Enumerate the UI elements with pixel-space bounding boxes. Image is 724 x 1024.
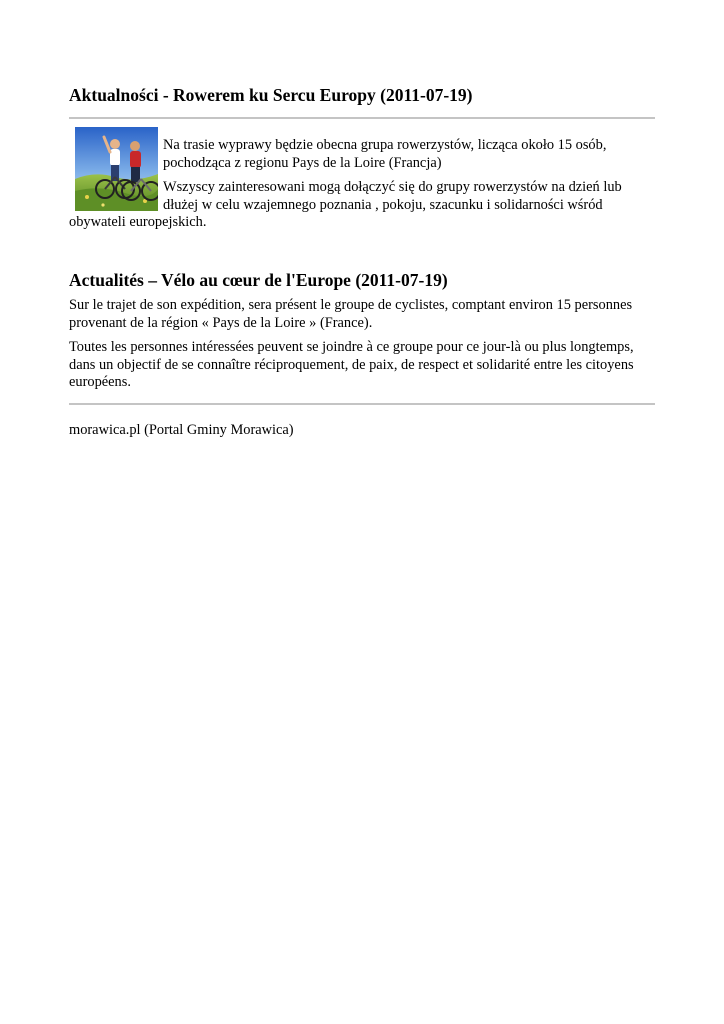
polish-paragraph-1: Na trasie wyprawy będzie obecna grupa rowerzystów, licząca około 15 osób, pochodząca z regionu Pays de la Loire (Francja) bbox=[163, 137, 607, 171]
top-divider bbox=[69, 117, 655, 119]
article-title-french: Actualités – Vélo au cœur de l'Europe (2011-07-19) bbox=[69, 270, 448, 290]
polish-paragraph-2: Wszyscy zainteresowani mogą dołączyć się do grupy rowerzystów na dzień lub dłużej w celu wzajemnego poznania , pokoju, szacunku i solidarności wśród obywateli europejskich. bbox=[69, 179, 622, 230]
french-paragraph-1: Sur le trajet de son expédition, sera présent le groupe de cyclistes, comptant environ 15 personnes provenant de la région « Pays de la Loire » (France). bbox=[69, 297, 633, 331]
cyclists-photo bbox=[75, 127, 158, 211]
french-body bbox=[69, 297, 655, 399]
polish-body bbox=[69, 124, 655, 239]
french-paragraph-2: Toutes les personnes intéressées peuvent se joindre à ce groupe pour ce jour-là ou plus longtemps, dans un objectif de se connaître réciproquement, de paix, de respect et solidarité entre les citoyens européens. bbox=[69, 339, 634, 390]
article-title-polish: Aktualności - Rowerem ku Sercu Europy (2011-07-19) bbox=[69, 85, 473, 105]
bottom-divider bbox=[69, 403, 655, 405]
source-credit: morawica.pl (Portal Gminy Morawica) bbox=[69, 422, 294, 438]
